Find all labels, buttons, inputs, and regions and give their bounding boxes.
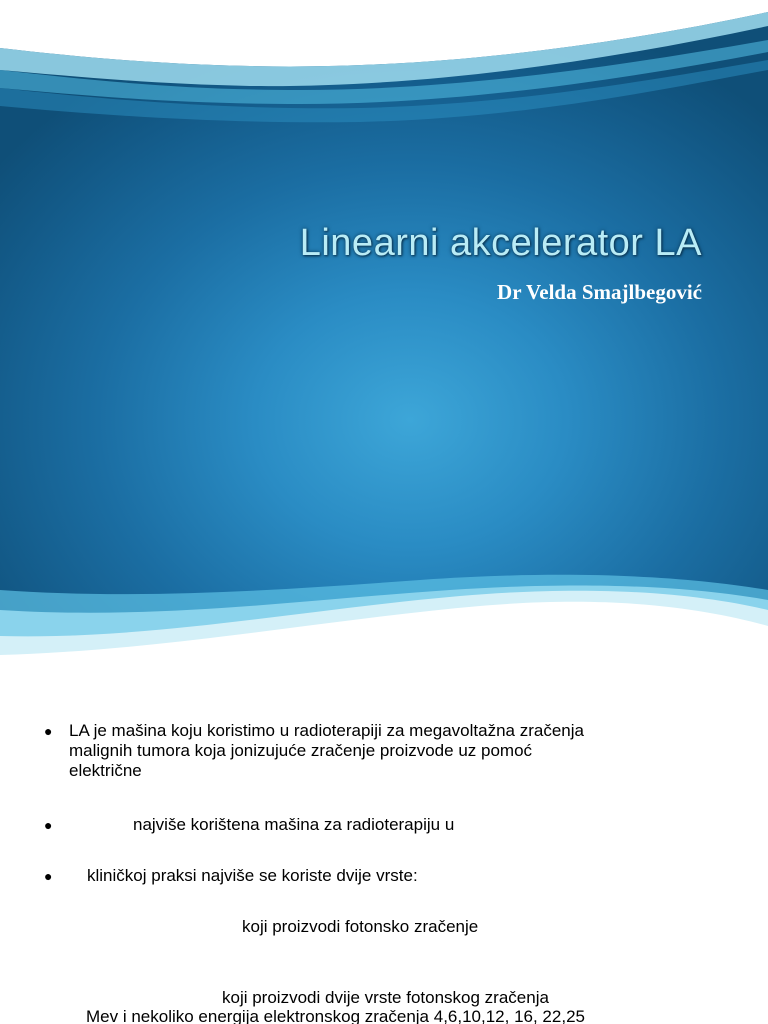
bullet-text: najviše korištena mašina za radioterapiju u	[133, 815, 455, 834]
slide-author: Dr Velda Smajlbegović	[497, 280, 702, 304]
top-wave-white	[0, 0, 768, 66]
text-line: Mev i nekoliko energija elektronskog zračenja 4,6,10,12, 16, 22,25	[86, 1007, 585, 1024]
bullet-dot: ●	[44, 868, 53, 884]
content-slide	[0, 665, 768, 1024]
bullet-text: LA je mašina koju koristimo u radioterapiji za megavoltažna zračenja malignih tumora koja jonizujuće zračenje proizvode uz pomoć električne	[69, 721, 584, 780]
text-line: koji proizvodi fotonsko zračenje	[242, 917, 479, 936]
text-line: koji proizvodi dvije vrste fotonskog zračenja	[222, 988, 549, 1007]
slide-title: Linearni akcelerator LA	[299, 222, 702, 264]
bullet-dot: ●	[44, 817, 53, 833]
bullet-text: kliničkoj praksi najviše se koriste dvije vrste:	[87, 866, 418, 885]
bullet-dot: ●	[44, 723, 53, 739]
